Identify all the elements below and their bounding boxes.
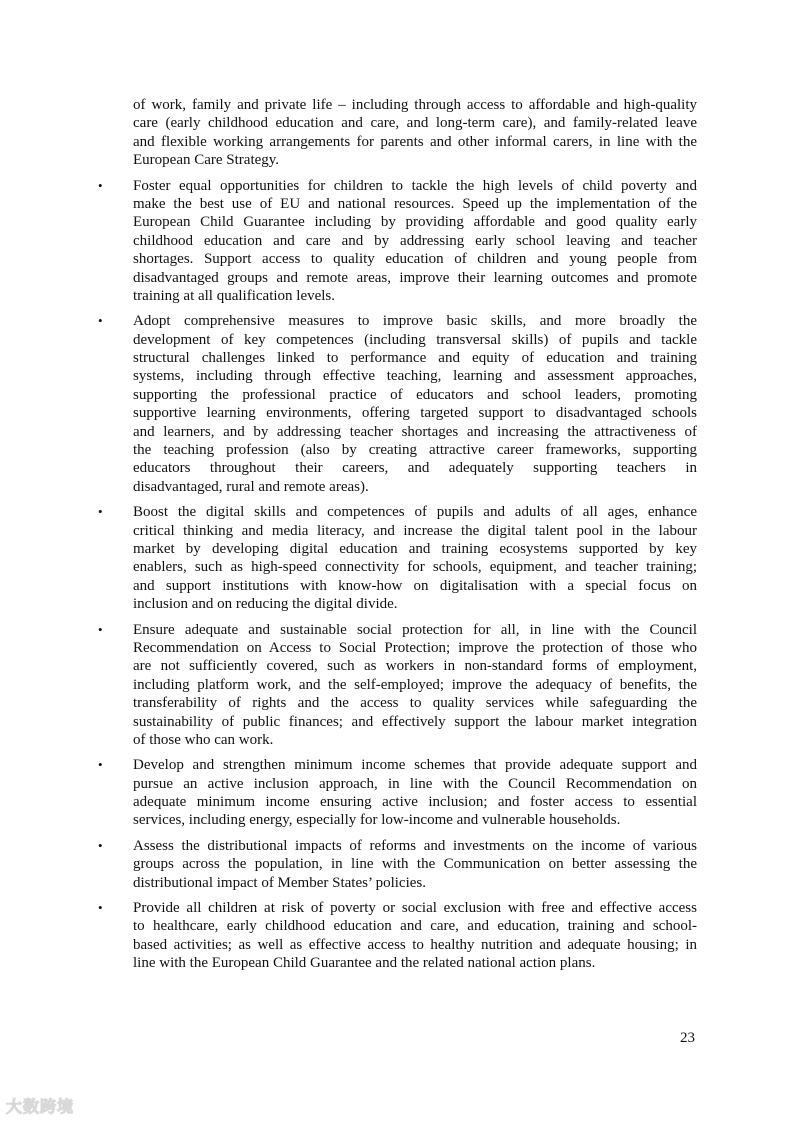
bullet-icon: • <box>98 177 103 193</box>
bullet-item <box>98 837 697 892</box>
bullet-item <box>98 756 697 830</box>
text-line: transferability of rights and the access to quality services while safeguarding the <box>133 695 697 712</box>
text-line: pursue an active inclusion approach, in line with the Council Recommendation on <box>133 775 697 792</box>
text-line: of work, family and private life – including through access to affordable and high-quality <box>133 97 697 113</box>
paragraph <box>133 96 697 170</box>
text-line: Adopt comprehensive measures to improve basic skills, and more broadly the <box>133 313 697 330</box>
bullet-icon: • <box>98 900 103 916</box>
watermark-logo: 大数跨境 <box>6 1097 75 1116</box>
text-line: the teaching profession (also by creating attractive career frameworks, supporting <box>133 442 697 459</box>
text-line: Assess the distributional impacts of reforms and investments on the income of various <box>133 837 697 854</box>
text-line: systems, including through effective teaching, learning and assessment approaches, <box>133 368 697 385</box>
text-line: Provide all children at risk of poverty or social exclusion with free and effective access <box>133 900 697 917</box>
text-line: Boost the digital skills and competences of pupils and adults of all ages, enhance <box>133 504 697 521</box>
text-line: and learners, and by addressing teacher shortages and increasing the attractiveness of <box>133 423 697 440</box>
text-line: childhood education and care and by addressing early school leaving and teacher <box>133 232 697 249</box>
bullet-icon: • <box>98 837 103 853</box>
bullet-item <box>98 177 697 306</box>
text-line: Ensure adequate and sustainable social protection for all, in line with the Council <box>133 621 697 638</box>
bullet-item <box>98 621 697 750</box>
text-line: critical thinking and media literacy, and increase the digital talent pool in the labour <box>133 522 697 539</box>
text-line: disadvantaged groups and remote areas, improve their learning outcomes and promote <box>133 269 697 286</box>
text-line: educators throughout their careers, and adequately supporting teachers in <box>133 460 697 477</box>
text-line: and flexible working arrangements for parents and other informal carers, in line with the <box>133 133 697 150</box>
page-number: 23 <box>680 1030 695 1046</box>
text-line: Recommendation on Access to Social Protection; improve the protection of those who <box>133 639 697 656</box>
bullet-icon: • <box>98 621 103 637</box>
text-line: enablers, such as high-speed connectivity for schools, equipment, and teacher training; <box>133 559 697 576</box>
text-line: supportive learning environments, offering targeted support to disadvantaged schools <box>133 405 697 422</box>
text-line: European Child Guarantee including by providing affordable and good quality early <box>133 214 697 231</box>
text-line: supporting the professional practice of educators and school leaders, promoting <box>133 386 697 403</box>
bullet-icon: • <box>98 313 103 329</box>
text-line: of those who can work. <box>133 731 274 748</box>
text-line: make the best use of EU and national resources. Speed up the implementation of the <box>133 195 697 212</box>
text-line: shortages. Support access to quality education of children and young people from <box>133 251 697 268</box>
text-line: including platform work, and the self-employed; improve the adequacy of benefits, the <box>133 676 697 693</box>
bullet-icon: • <box>98 757 103 773</box>
text-line: groups across the population, in line with the Communication on better assessing the <box>133 856 697 873</box>
text-line: distributional impact of Member States’ policies. <box>133 874 426 891</box>
bullet-item <box>98 899 697 973</box>
text-line: European Care Strategy. <box>133 152 280 169</box>
text-line: and support institutions with know-how on digitalisation with a special focus on <box>133 577 697 594</box>
text-line: Develop and strengthen minimum income schemes that provide adequate support and <box>133 757 697 774</box>
text-line: line with the European Child Guarantee and the related national action plans. <box>133 955 596 972</box>
document-body <box>98 96 697 980</box>
text-line: Foster equal opportunities for children to tackle the high levels of child poverty and <box>133 177 697 194</box>
text-line: services, including energy, especially for low-income and vulnerable households. <box>133 812 621 829</box>
text-line: development of key competences (including transversal skills) of pupils and tackle <box>133 331 697 348</box>
text-line: sustainability of public finances; and effectively support the labour market integration <box>133 713 697 730</box>
bullet-item <box>98 503 697 613</box>
text-line: training at all qualification levels. <box>133 287 336 304</box>
text-line: based activities; as well as effective access to healthy nutrition and adequate housing; in <box>133 936 697 953</box>
bullet-item <box>98 312 697 496</box>
text-line: to healthcare, early childhood education and care, and education, training and school- <box>133 918 697 935</box>
text-line: structural challenges linked to performance and equity of education and training <box>133 350 697 367</box>
text-line: inclusion and on reducing the digital divide. <box>133 596 398 613</box>
bullet-icon: • <box>98 504 103 520</box>
text-line: disadvantaged, rural and remote areas). <box>133 478 369 495</box>
text-line: adequate minimum income ensuring active inclusion; and foster access to essential <box>133 794 697 811</box>
text-line: care (early childhood education and care, and long-term care), and family-related leave <box>133 115 697 132</box>
text-line: market by developing digital education and training ecosystems supported by key <box>133 540 697 557</box>
text-line: are not sufficiently covered, such as workers in non-standard forms of employment, <box>133 658 697 675</box>
